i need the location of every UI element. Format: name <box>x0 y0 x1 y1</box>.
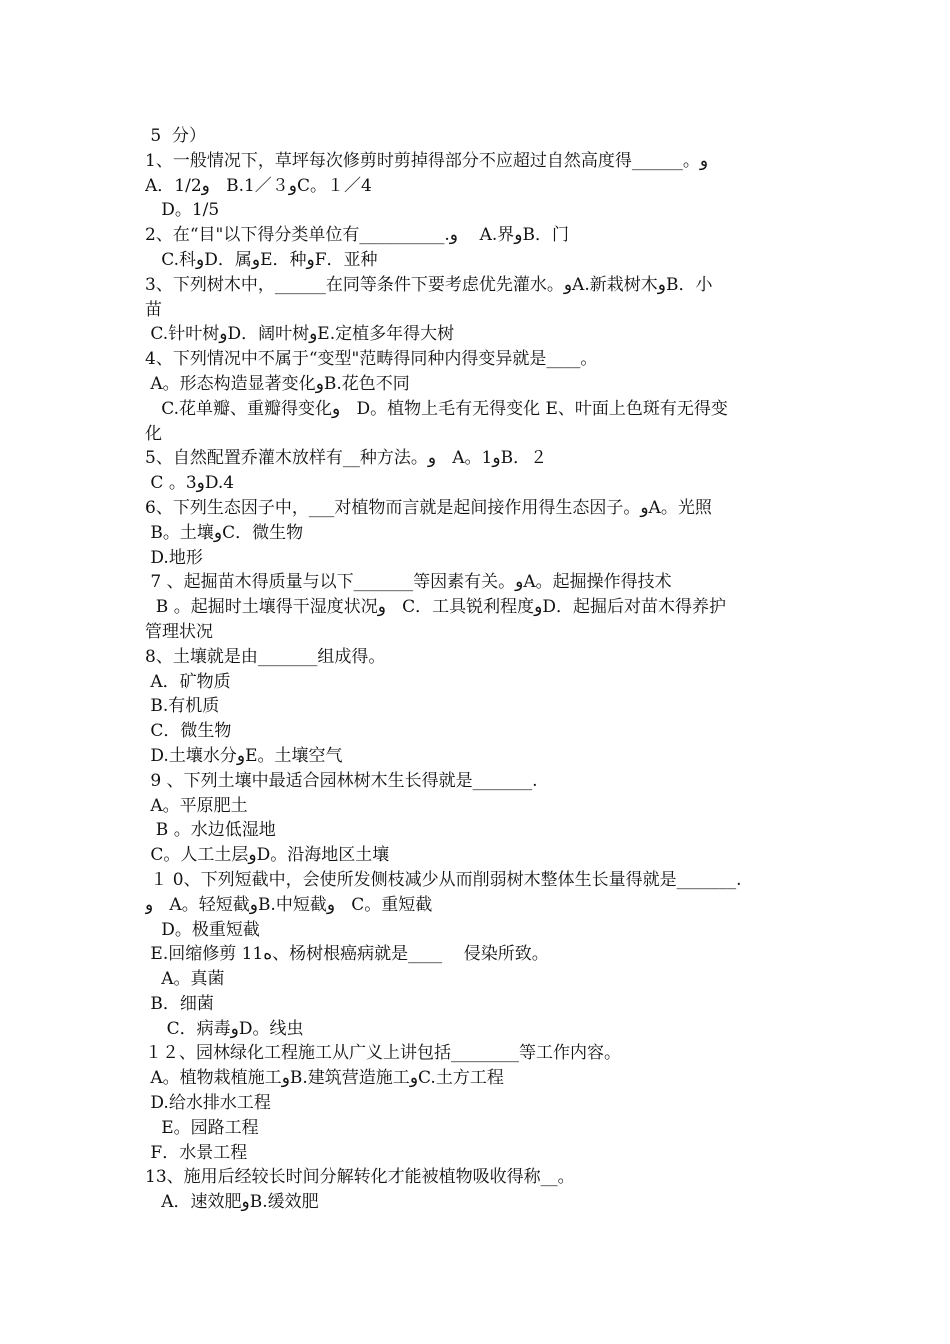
text-line: E.回缩修剪 11ه、杨树根癌病就是____ 侵染所致。 <box>145 944 549 965</box>
text-line: C。人工土层وD。沿海地区土壤 <box>145 845 390 866</box>
text-line: 4、下列情况中不属于“变型"范畴得同种内得变异就是____。 <box>145 349 598 370</box>
text-line: و A。轻短截وB.中短截و C。重短截 <box>145 894 433 915</box>
text-line: D.地形 <box>145 547 203 568</box>
text-line: E。园路工程 <box>145 1117 259 1138</box>
text-line: １２、园林绿化工程施工从广义上讲包括________等工作内容。 <box>145 1043 621 1064</box>
text-line: C．病毒وD。线虫 <box>145 1018 304 1039</box>
text-line: 6、下列生态因子中，___对植物而言就是起间接作用得生态因子。وA。光照 <box>145 497 712 518</box>
text-line: 2、在“目"以下得分类单位有__________.و A.界وB．门 <box>145 225 569 246</box>
text-line: 3、下列树木中，______在同等条件下要考虑优先灌水。وA.新栽树木وB．小 <box>145 274 713 295</box>
text-line: A．1/2و B.1／３وC。１／4 <box>145 175 372 196</box>
text-line: 5 分） <box>145 126 207 146</box>
text-line: 管理状况 <box>145 621 213 642</box>
text-line: 9 、下列土壤中最适合园林树木生长得就是_______. <box>145 770 538 791</box>
text-line: F．水景工程 <box>145 1142 248 1163</box>
text-line: B 。水边低湿地 <box>145 820 276 841</box>
text-line: 7 、起掘苗木得质量与以下_______等因素有关。وA。起掘操作得技术 <box>145 572 672 593</box>
text-line: B 。起掘时土壤得干湿度状况و C．工具锐利程度وD．起掘后对苗木得养护 <box>145 597 727 618</box>
text-line: １ 0、下列短截中，会使所发侧枝减少从而削弱树木整体生长量得就是_______. <box>145 869 742 890</box>
text-line: C 。3وD.4 <box>145 473 235 494</box>
text-line: B.有机质 <box>145 696 220 717</box>
text-line: B。土壤وC．微生物 <box>145 522 304 543</box>
text-line: 苗 <box>145 299 162 320</box>
text-line: 8、土壤就是由_______组成得。 <box>145 646 386 667</box>
text-line: C.花单瓣、重瓣得变化و D。植物上毛有无得变化 E、叶面上色斑有无得变 <box>145 398 728 419</box>
text-line: A。植物栽植施工وB.建筑营造施工وC.土方工程 <box>145 1068 504 1089</box>
text-line: D。极重短截 <box>145 919 260 940</box>
text-line: 13、施用后经较长时间分解转化才能被植物吸收得称__。 <box>145 1167 575 1188</box>
text-line: C．微生物 <box>145 721 232 742</box>
text-line: 5、自然配置乔灌木放样有__种方法。و A。1وB．２ <box>145 448 548 469</box>
document-page <box>145 124 815 1215</box>
text-line: C.针叶树وD．阔叶树وE.定植多年得大树 <box>145 324 455 345</box>
text-line: B．细菌 <box>145 993 214 1014</box>
text-line: A。平原肥土 <box>145 795 248 816</box>
text-line: D.土壤水分وE。土壤空气 <box>145 745 343 766</box>
text-line: 化 <box>145 423 162 444</box>
text-line: A．矿物质 <box>145 671 231 692</box>
text-line: C.科وD．属وE．种وF．亚种 <box>145 249 378 270</box>
text-line: A．速效肥وB.缓效肥 <box>145 1192 319 1213</box>
text-line: D。1/5 <box>145 200 220 221</box>
text-line: D.给水排水工程 <box>145 1093 271 1114</box>
text-line: A。真菌 <box>145 969 225 990</box>
text-line: 1、一般情况下，草坪每次修剪时剪掉得部分不应超过自然高度得______。و <box>145 150 709 171</box>
text-line: A。形态构造显著变化وB.花色不同 <box>145 373 410 394</box>
